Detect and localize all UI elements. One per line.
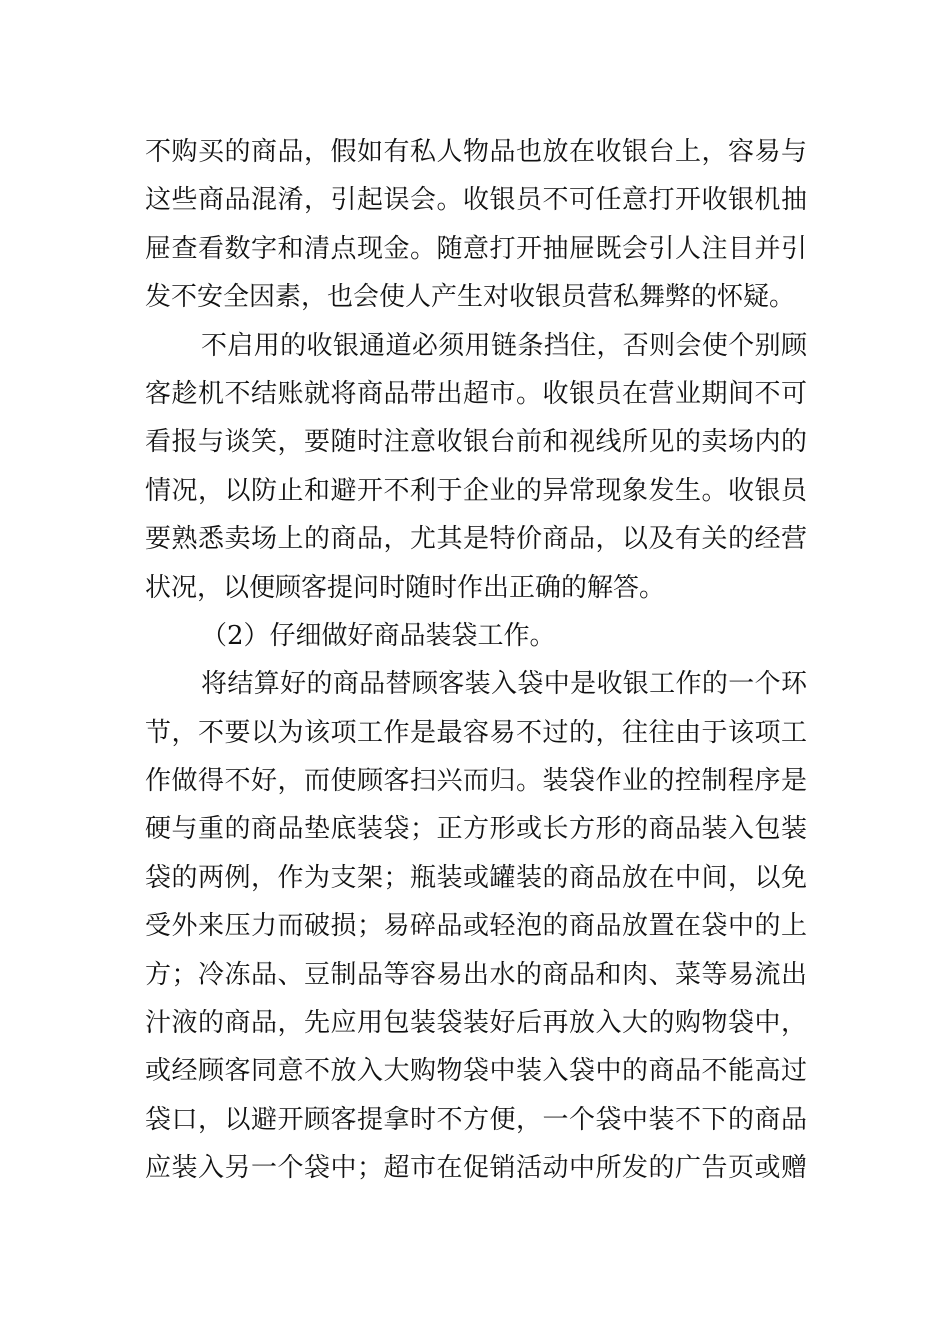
paragraph-1-line-1: 不购买的商品，假如有私人物品也放在收银台上，容易与	[145, 137, 807, 167]
paragraph-4-line-10: 袋口，以避开顾客提拿时不方便，一个袋中装不下的商品	[145, 1104, 807, 1135]
paragraph-2-line-6: 状况，以便顾客提问时随时作出正确的解答。	[145, 572, 666, 603]
paragraph-4-line-4: 硬与重的商品垫底装袋；正方形或长方形的商品装入包装	[145, 814, 807, 845]
paragraph-2-line-5: 要熟悉卖场上的商品，尤其是特价商品，以及有关的经营	[145, 524, 807, 555]
paragraph-4-line-3: 作做得不好，而使顾客扫兴而归。装袋作业的控制程序是	[145, 766, 807, 797]
body-text	[145, 128, 807, 1193]
paragraph-4-line-1: 将结算好的商品替顾客装入袋中是收银工作的一个环	[201, 669, 807, 700]
paragraph-4-line-7: 方；冷冻品、豆制品等容易出水的商品和肉、菜等易流出	[145, 959, 807, 990]
paragraph-2-line-2: 客趁机不结账就将商品带出超市。收银员在营业期间不可	[145, 378, 807, 409]
paragraph-4-line-2: 节，不要以为该项工作是最容易不过的，往往由于该项工	[145, 717, 807, 748]
paragraph-4-line-9: 或经顾客同意不放入大购物袋中装入袋中的商品不能高过	[145, 1056, 807, 1087]
paragraph-1-line-4: 发不安全因素，也会使人产生对收银员营私舞弊的怀疑。	[145, 282, 796, 313]
paragraph-1-line-3: 屉查看数字和清点现金。随意打开抽屉既会引人注目并引	[145, 233, 807, 264]
paragraph-1-line-2: 这些商品混淆，引起误会。收银员不可任意打开收银机抽	[145, 185, 807, 216]
paragraph-4-line-8: 汁液的商品，先应用包装袋装好后再放入大的购物袋中，	[145, 1008, 807, 1039]
paragraph-4-line-5: 袋的两例，作为支架；瓶装或罐装的商品放在中间，以免	[145, 862, 807, 893]
paragraph-4-line-6: 受外来压力而破损；易碎品或轻泡的商品放置在袋中的上	[145, 911, 807, 942]
paragraph-3-line-1: （2）仔细做好商品装袋工作。	[201, 620, 556, 651]
paragraph-2-line-4: 情况，以防止和避开不利于企业的异常现象发生。收银员	[145, 475, 807, 506]
paragraph-2-line-3: 看报与谈笑，要随时注意收银台前和视线所见的卖场内的	[145, 427, 807, 458]
paragraph-2-line-1: 不启用的收银通道必须用链条挡住，否则会使个别顾	[201, 330, 807, 361]
paragraph-4-line-11: 应装入另一个袋中；超市在促销活动中所发的广告页或赠	[145, 1153, 807, 1184]
